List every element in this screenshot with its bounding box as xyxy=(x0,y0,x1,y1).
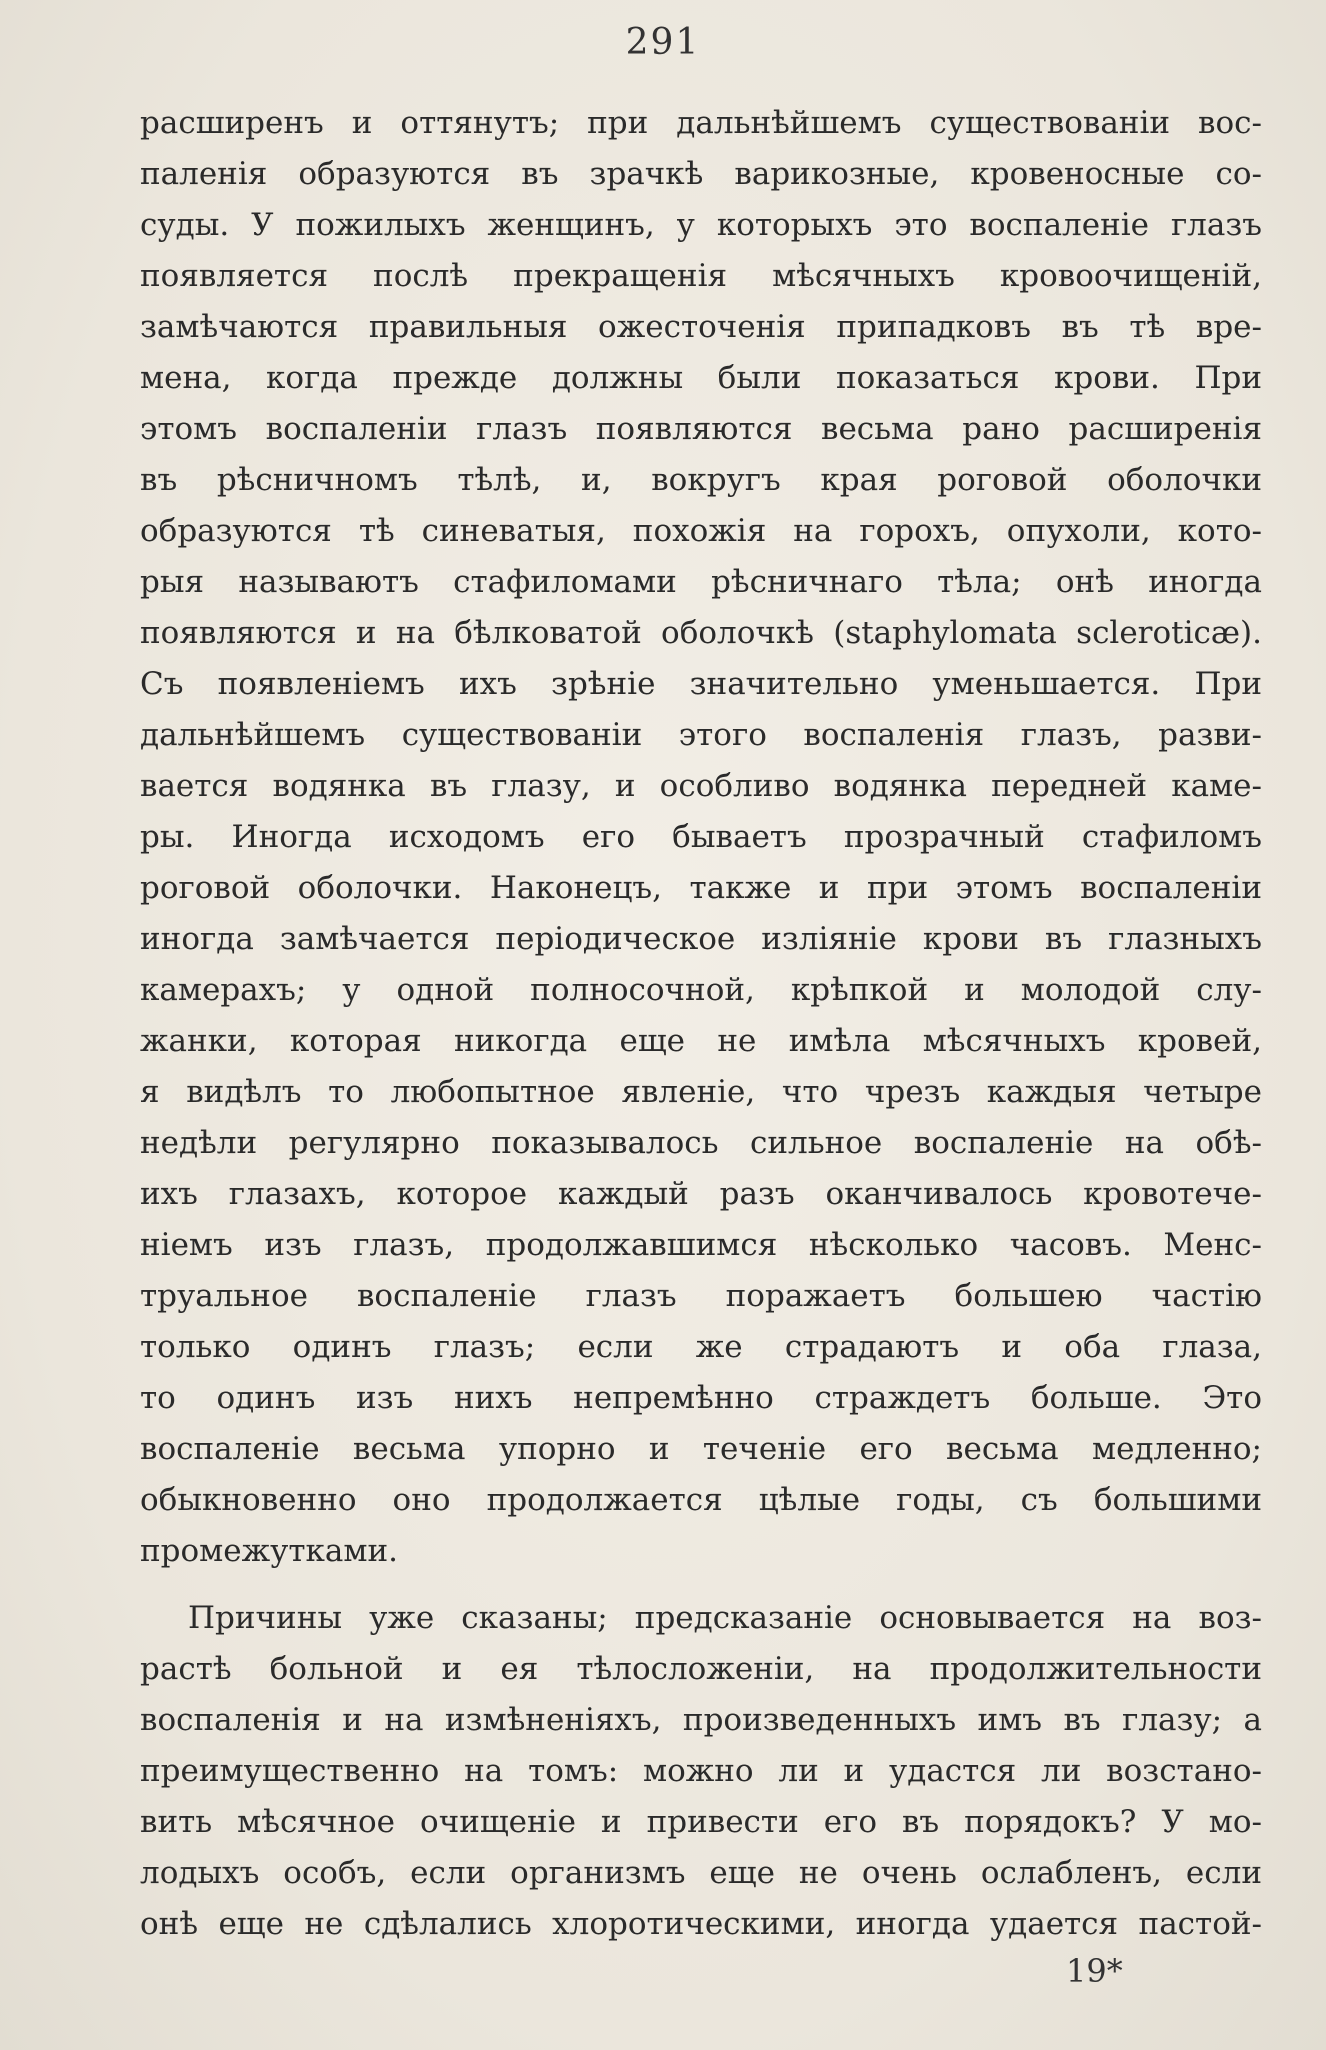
text-line: въ рѣсничномъ тѣлѣ, и, вокругъ края роговой оболочки xyxy=(140,462,1262,498)
text-line: иногда замѣчается періодическое изліяніе крови въ глазныхъ xyxy=(140,921,1262,957)
text-line: суды. У пожилыхъ женщинъ, у которыхъ это воспаленіе глазъ xyxy=(140,207,1262,243)
text-line: только одинъ глазъ; если же страдаютъ и оба глаза, xyxy=(140,1329,1262,1365)
text-line: Съ появленіемъ ихъ зрѣніе значительно уменьшается. При xyxy=(140,666,1262,702)
text-line: жанки, которая никогда еще не имѣла мѣсячныхъ кровей, xyxy=(140,1023,1262,1059)
text-line: дальнѣйшемъ существованіи этого воспаленія глазъ, разви- xyxy=(140,717,1262,753)
text-line: недѣли регулярно показывалось сильное воспаленіе на обѣ- xyxy=(140,1125,1262,1161)
paragraph-gap xyxy=(140,1577,1262,1593)
text-line: Причины уже сказаны; предсказаніе основывается на воз- xyxy=(188,1600,1262,1636)
paragraph-1 xyxy=(140,98,1262,1577)
page-number: 291 xyxy=(625,22,701,63)
signature-mark: 19* xyxy=(1066,1952,1123,1990)
text-line: воспаленія и на измѣненіяхъ, произведенныхъ имъ въ глазу; а xyxy=(140,1702,1262,1738)
text-line: растѣ больной и ея тѣлосложеніи, на продолжительности xyxy=(140,1651,1262,1687)
text-line: замѣчаются правильныя ожесточенія припадковъ въ тѣ вре- xyxy=(140,309,1262,345)
text-line: появляется послѣ прекращенія мѣсячныхъ кровоочищеній, xyxy=(140,258,1262,294)
paragraph-2 xyxy=(140,1593,1262,1950)
text-line: воспаленіе весьма упорно и теченіе его весьма медленно; xyxy=(140,1431,1262,1467)
text-line: паленія образуются въ зрачкѣ варикозные, кровеносные со- xyxy=(140,156,1262,192)
text-line: образуются тѣ синеватыя, похожія на горохъ, опухоли, кото- xyxy=(140,513,1262,549)
text-line: лодыхъ особъ, если организмъ еще не очень ослабленъ, если xyxy=(140,1855,1262,1891)
text-line: вить мѣсячное очищеніе и привести его въ порядокъ? У мо- xyxy=(140,1804,1262,1840)
text-line: я видѣлъ то любопытное явленіе, что чрезъ каждыя четыре xyxy=(140,1074,1262,1110)
text-line: промежутками. xyxy=(140,1533,399,1569)
text-line: вается водянка въ глазу, и особливо водянка передней каме- xyxy=(140,768,1262,804)
body-text xyxy=(140,98,1262,1950)
text-line: ры. Иногда исходомъ его бываетъ прозрачный стафиломъ xyxy=(140,819,1262,855)
text-line: труальное воспаленіе глазъ поражаетъ большею частію xyxy=(140,1278,1262,1314)
text-line: этомъ воспаленіи глазъ появляются весьма рано расширенія xyxy=(140,411,1262,447)
text-line: ніемъ изъ глазъ, продолжавшимся нѣсколько часовъ. Менс- xyxy=(140,1227,1262,1263)
text-line: роговой оболочки. Наконецъ, также и при этомъ воспаленіи xyxy=(140,870,1262,906)
text-line: рыя называютъ стафиломами рѣсничнаго тѣла; онѣ иногда xyxy=(140,564,1262,600)
text-line: преимущественно на томъ: можно ли и удастся ли возстано- xyxy=(140,1753,1262,1789)
text-line: мена, когда прежде должны были показаться крови. При xyxy=(140,360,1262,396)
text-line: онѣ еще не сдѣлались хлоротическими, иногда удается пастой- xyxy=(140,1906,1262,1942)
text-line: обыкновенно оно продолжается цѣлые годы, съ большими xyxy=(140,1482,1262,1518)
text-line: расширенъ и оттянутъ; при дальнѣйшемъ существованіи вос- xyxy=(140,105,1262,141)
text-line: то одинъ изъ нихъ непремѣнно страждетъ больше. Это xyxy=(140,1380,1262,1416)
text-line: появляются и на бѣлковатой оболочкѣ (staphylomata scleroticæ). xyxy=(140,615,1262,651)
text-line: ихъ глазахъ, которое каждый разъ оканчивалось кровотече- xyxy=(140,1176,1262,1212)
text-line: камерахъ; у одной полносочной, крѣпкой и молодой слу- xyxy=(140,972,1262,1008)
